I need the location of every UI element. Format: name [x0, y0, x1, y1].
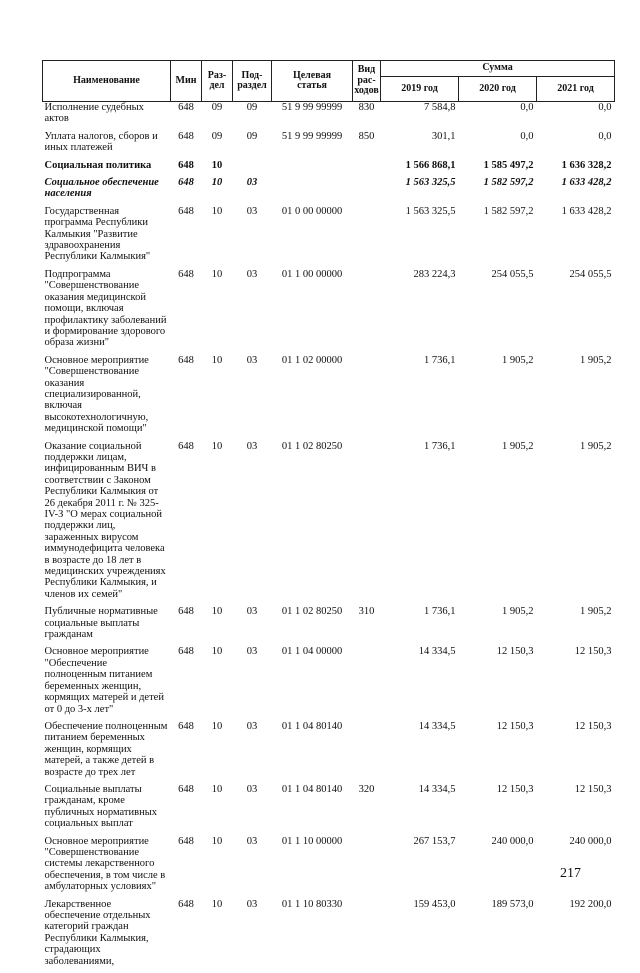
row-sum-2020: 1 585 497,2 — [459, 160, 537, 177]
row-razdel: 10 — [202, 177, 233, 206]
header-2019: 2019 год — [381, 77, 459, 102]
header-min: Мин — [171, 61, 202, 102]
row-vid: 830 — [353, 102, 381, 131]
row-sum-2021: 1 633 428,2 — [537, 177, 615, 206]
row-min: 648 — [171, 721, 202, 784]
row-sum-2021: 1 636 328,2 — [537, 160, 615, 177]
row-celevaya: 01 1 02 80250 — [272, 606, 353, 646]
row-vid: 310 — [353, 606, 381, 646]
row-vid: 320 — [353, 784, 381, 836]
row-sum-2019: 1 566 868,1 — [381, 160, 459, 177]
row-celevaya: 01 1 02 00000 — [272, 355, 353, 441]
table-row — [43, 177, 615, 206]
row-sum-2021: 1 633 428,2 — [537, 206, 615, 269]
row-razdel: 09 — [202, 102, 233, 131]
row-sum-2019: 14 334,5 — [381, 721, 459, 784]
row-sum-2019: 1 736,1 — [381, 441, 459, 607]
row-sum-2021: 0,0 — [537, 102, 615, 131]
row-vid — [353, 160, 381, 177]
row-razdel: 10 — [202, 646, 233, 720]
row-sum-2020: 1 905,2 — [459, 355, 537, 441]
row-name: Основное мероприятие "Совершенствование системы лекарственного обеспечения, в том числе в амбулаторных условиях" — [43, 836, 171, 899]
row-sum-2020: 1 582 597,2 — [459, 177, 537, 206]
row-podrazdel: 03 — [233, 177, 272, 206]
row-celevaya: 01 1 04 80140 — [272, 784, 353, 836]
row-name: Социальные выплаты гражданам, кроме публичных нормативных социальных выплат — [43, 784, 171, 836]
row-celevaya: 01 1 00 00000 — [272, 269, 353, 355]
row-sum-2021: 0,0 — [537, 131, 615, 160]
table-body — [43, 102, 615, 973]
header-razdel: Раз- дел — [202, 61, 233, 102]
header-vid: Вид рас- ходов — [353, 61, 381, 102]
page-number: 217 — [560, 866, 581, 882]
row-razdel: 10 — [202, 784, 233, 836]
row-vid — [353, 721, 381, 784]
table-row — [43, 606, 615, 646]
row-celevaya: 01 1 10 80330 — [272, 899, 353, 973]
table-header — [43, 61, 615, 102]
row-name: Основное мероприятие "Совершенствование оказания специализированной, включая высокотехнологичную, медицинской помощи" — [43, 355, 171, 441]
row-sum-2021: 1 905,2 — [537, 606, 615, 646]
row-sum-2019: 7 584,8 — [381, 102, 459, 131]
budget-table — [42, 60, 615, 973]
row-sum-2019: 159 453,0 — [381, 899, 459, 973]
row-vid — [353, 177, 381, 206]
row-sum-2019: 1 736,1 — [381, 355, 459, 441]
row-razdel: 10 — [202, 269, 233, 355]
row-vid — [353, 355, 381, 441]
table-row — [43, 784, 615, 836]
row-min: 648 — [171, 784, 202, 836]
row-sum-2020: 189 573,0 — [459, 899, 537, 973]
row-min: 648 — [171, 355, 202, 441]
row-sum-2020: 12 150,3 — [459, 784, 537, 836]
row-min: 648 — [171, 160, 202, 177]
row-min: 648 — [171, 606, 202, 646]
row-name: Исполнение судебных актов — [43, 102, 171, 131]
row-name: Государственная программа Республики Калмыкия "Развитие здравоохранения Республики Калмыкия" — [43, 206, 171, 269]
row-sum-2020: 0,0 — [459, 102, 537, 131]
row-sum-2019: 1 563 325,5 — [381, 177, 459, 206]
row-razdel: 10 — [202, 160, 233, 177]
row-min: 648 — [171, 646, 202, 720]
row-sum-2019: 1 563 325,5 — [381, 206, 459, 269]
row-podrazdel: 03 — [233, 721, 272, 784]
row-min: 648 — [171, 102, 202, 131]
row-name: Социальное обеспечение населения — [43, 177, 171, 206]
row-podrazdel: 03 — [233, 355, 272, 441]
row-min: 648 — [171, 899, 202, 973]
row-vid — [353, 269, 381, 355]
row-sum-2021: 12 150,3 — [537, 721, 615, 784]
row-celevaya: 01 1 02 80250 — [272, 441, 353, 607]
row-sum-2020: 12 150,3 — [459, 721, 537, 784]
row-sum-2020: 1 905,2 — [459, 606, 537, 646]
header-summa: Сумма — [381, 61, 615, 77]
row-sum-2020: 12 150,3 — [459, 646, 537, 720]
row-vid — [353, 646, 381, 720]
row-min: 648 — [171, 836, 202, 899]
row-vid — [353, 899, 381, 973]
row-celevaya — [272, 160, 353, 177]
row-razdel: 10 — [202, 441, 233, 607]
row-sum-2021: 240 000,0 — [537, 836, 615, 899]
row-min: 648 — [171, 206, 202, 269]
row-podrazdel — [233, 160, 272, 177]
table-row — [43, 269, 615, 355]
row-sum-2019: 267 153,7 — [381, 836, 459, 899]
row-razdel: 10 — [202, 899, 233, 973]
row-podrazdel: 03 — [233, 269, 272, 355]
table-row — [43, 206, 615, 269]
row-sum-2019: 301,1 — [381, 131, 459, 160]
table-row — [43, 899, 615, 973]
row-razdel: 10 — [202, 721, 233, 784]
header-name: Наименование — [43, 61, 171, 102]
row-razdel: 10 — [202, 206, 233, 269]
row-sum-2020: 254 055,5 — [459, 269, 537, 355]
row-sum-2019: 14 334,5 — [381, 784, 459, 836]
row-razdel: 10 — [202, 606, 233, 646]
row-vid — [353, 206, 381, 269]
row-name: Оказание социальной поддержки лицам, инфицированным ВИЧ в соответствии с Законом Республики Калмыкия от 26 декабря 2011 г. № 325-IV-З "О мерах социальной поддержки лиц, зараженных вирусом иммунодефицита человека в возрасте до 18 лет в медицинских учреждениях Республики Калмыкия, и членов их семей" — [43, 441, 171, 607]
row-name: Публичные нормативные социальные выплаты гражданам — [43, 606, 171, 646]
row-celevaya: 01 1 10 00000 — [272, 836, 353, 899]
row-name: Социальная политика — [43, 160, 171, 177]
row-name: Подпрограмма "Совершенствование оказания медицинской помощи, включая профилактику заболеваний и формирование здорового образа жизни" — [43, 269, 171, 355]
row-name: Лекарственное обеспечение отдельных категорий граждан Республики Калмыкия, страдающих заболеваниями, — [43, 899, 171, 973]
table-row — [43, 441, 615, 607]
row-podrazdel: 03 — [233, 784, 272, 836]
row-sum-2019: 14 334,5 — [381, 646, 459, 720]
row-celevaya: 01 1 04 00000 — [272, 646, 353, 720]
table-row — [43, 102, 615, 131]
row-sum-2020: 0,0 — [459, 131, 537, 160]
row-celevaya — [272, 177, 353, 206]
row-vid — [353, 836, 381, 899]
row-sum-2020: 1 582 597,2 — [459, 206, 537, 269]
row-min: 648 — [171, 441, 202, 607]
row-podrazdel: 03 — [233, 606, 272, 646]
row-min: 648 — [171, 131, 202, 160]
table-row — [43, 131, 615, 160]
row-vid: 850 — [353, 131, 381, 160]
row-name: Основное мероприятие "Обеспечение полноценным питанием беременных женщин, кормящих матерей и детей от 0 до 3-х лет" — [43, 646, 171, 720]
row-name: Уплата налогов, сборов и иных платежей — [43, 131, 171, 160]
row-sum-2021: 1 905,2 — [537, 355, 615, 441]
row-name: Обеспечение полноценным питанием беременных женщин, кормящих матерей, а также детей в возрасте до трех лет — [43, 721, 171, 784]
table-row — [43, 646, 615, 720]
row-sum-2021: 1 905,2 — [537, 441, 615, 607]
row-podrazdel: 09 — [233, 131, 272, 160]
row-min: 648 — [171, 177, 202, 206]
row-sum-2019: 283 224,3 — [381, 269, 459, 355]
row-podrazdel: 03 — [233, 646, 272, 720]
row-sum-2021: 12 150,3 — [537, 646, 615, 720]
row-podrazdel: 09 — [233, 102, 272, 131]
row-podrazdel: 03 — [233, 206, 272, 269]
table-row — [43, 721, 615, 784]
header-2020: 2020 год — [459, 77, 537, 102]
table-row — [43, 355, 615, 441]
row-razdel: 10 — [202, 836, 233, 899]
row-sum-2020: 1 905,2 — [459, 441, 537, 607]
row-min: 648 — [171, 269, 202, 355]
row-razdel: 09 — [202, 131, 233, 160]
row-celevaya: 01 0 00 00000 — [272, 206, 353, 269]
row-sum-2021: 192 200,0 — [537, 899, 615, 973]
row-celevaya: 01 1 04 80140 — [272, 721, 353, 784]
header-celevaya: Целевая статья — [272, 61, 353, 102]
table-row — [43, 836, 615, 899]
row-celevaya: 51 9 99 99999 — [272, 102, 353, 131]
row-podrazdel: 03 — [233, 441, 272, 607]
row-podrazdel: 03 — [233, 836, 272, 899]
row-sum-2020: 240 000,0 — [459, 836, 537, 899]
header-2021: 2021 год — [537, 77, 615, 102]
row-sum-2021: 12 150,3 — [537, 784, 615, 836]
row-razdel: 10 — [202, 355, 233, 441]
row-vid — [353, 441, 381, 607]
table-row — [43, 160, 615, 177]
row-sum-2019: 1 736,1 — [381, 606, 459, 646]
row-podrazdel: 03 — [233, 899, 272, 973]
row-sum-2021: 254 055,5 — [537, 269, 615, 355]
row-celevaya: 51 9 99 99999 — [272, 131, 353, 160]
header-podrazdel: Под- раздел — [233, 61, 272, 102]
